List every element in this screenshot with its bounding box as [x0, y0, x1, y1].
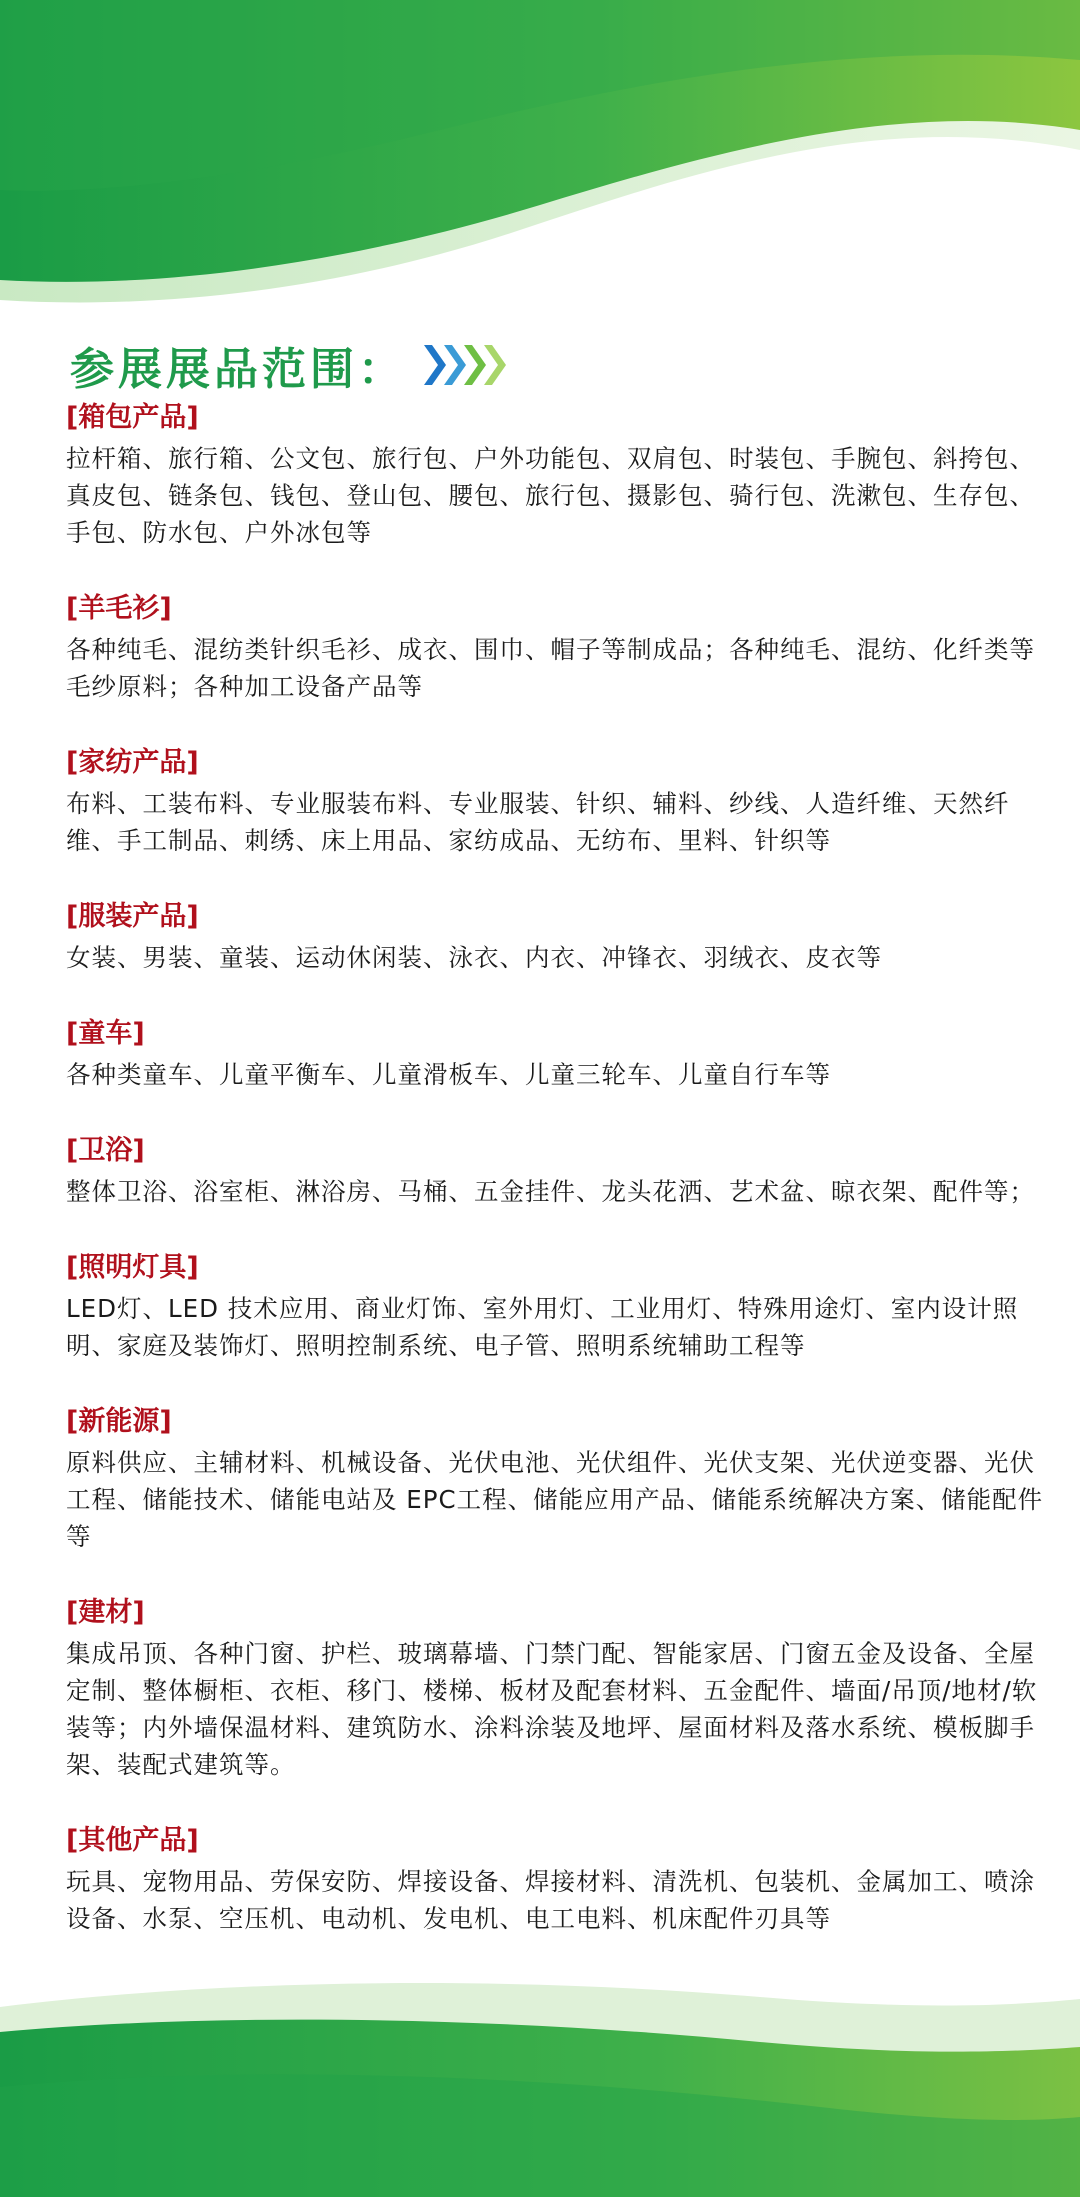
- section-title: [箱包产品]: [66, 402, 199, 433]
- section-text: 玩具、宠物用品、劳保安防、焊接设备、焊接材料、清洗机、包装机、金属加工、喷涂设备、水泵、空压机、电动机、发电机、电工电料、机床配件刃具等: [66, 1867, 1035, 1933]
- section-title: [羊毛衫]: [66, 593, 172, 624]
- section-title: [新能源]: [66, 1406, 172, 1437]
- section-text: 集成吊顶、各种门窗、护栏、玻璃幕墙、门禁门配、智能家居、门窗五金及设备、全屋定制、整体橱柜、衣柜、移门、楼梯、板材及配套材料、五金配件、墙面/吊顶/地材/软装等；内外墙保温材料、建筑防水、涂料涂装及地坪、屋面材料及落水系统、模板脚手架、装配式建筑等。: [66, 1639, 1038, 1779]
- section-title: [童车]: [66, 1018, 145, 1049]
- section-sweater: [66, 589, 1056, 705]
- section-text: 女装、男装、童装、运动休闲装、泳衣、内衣、冲锋衣、羽绒衣、皮衣等: [66, 943, 882, 972]
- section-home-textile: [66, 743, 1056, 859]
- section-bathroom: [66, 1131, 1056, 1210]
- section-other-products: [66, 1821, 1056, 1937]
- section-header: [70, 330, 510, 400]
- section-title: [卫浴]: [66, 1135, 145, 1166]
- section-text: 整体卫浴、浴室柜、淋浴房、马桶、五金挂件、龙头花洒、艺术盆、晾衣架、配件等；: [66, 1177, 1035, 1206]
- section-lighting: [66, 1248, 1056, 1364]
- section-apparel: [66, 897, 1056, 976]
- section-text: 布料、工装布料、专业服装布料、专业服装、针织、辅料、纱线、人造纤维、天然纤维、手工制品、刺绣、床上用品、家纺成品、无纺布、里料、针织等: [66, 789, 1010, 855]
- page-title: 参展展品范围：: [70, 344, 406, 395]
- section-new-energy: [66, 1402, 1056, 1555]
- section-title: [其他产品]: [66, 1825, 199, 1856]
- section-title: [家纺产品]: [66, 747, 199, 778]
- exhibit-scope-list: [66, 398, 1056, 1975]
- top-wave-banner: [0, 0, 1080, 340]
- section-title: [服装产品]: [66, 901, 199, 932]
- section-text: 拉杆箱、旅行箱、公文包、旅行包、户外功能包、双肩包、时装包、手腕包、斜挎包、真皮包、链条包、钱包、登山包、腰包、旅行包、摄影包、骑行包、洗漱包、生存包、手包、防水包、户外冰包等: [66, 444, 1035, 547]
- section-text: 各种纯毛、混纺类针织毛衫、成衣、围巾、帽子等制成品；各种纯毛、混纺、化纤类等毛纱原料；各种加工设备产品等: [66, 635, 1035, 701]
- section-title: [照明灯具]: [66, 1252, 199, 1283]
- section-baby-carriage: [66, 1014, 1056, 1093]
- bottom-wave-banner: [0, 1937, 1080, 2197]
- chevron-arrows-icon: [420, 341, 510, 389]
- section-text: 各种类童车、儿童平衡车、儿童滑板车、儿童三轮车、儿童自行车等: [66, 1060, 831, 1089]
- section-text: 原料供应、主辅材料、机械设备、光伏电池、光伏组件、光伏支架、光伏逆变器、光伏工程、储能技术、储能电站及 EPC工程、储能应用产品、储能系统解决方案、储能配件等: [66, 1448, 1044, 1551]
- section-building-materials: [66, 1593, 1056, 1783]
- section-luggage: [66, 398, 1056, 551]
- section-title: [建材]: [66, 1597, 145, 1628]
- section-text: LED灯、LED 技术应用、商业灯饰、室外用灯、工业用灯、特殊用途灯、室内设计照明、家庭及装饰灯、照明控制系统、电子管、照明系统辅助工程等: [66, 1294, 1019, 1360]
